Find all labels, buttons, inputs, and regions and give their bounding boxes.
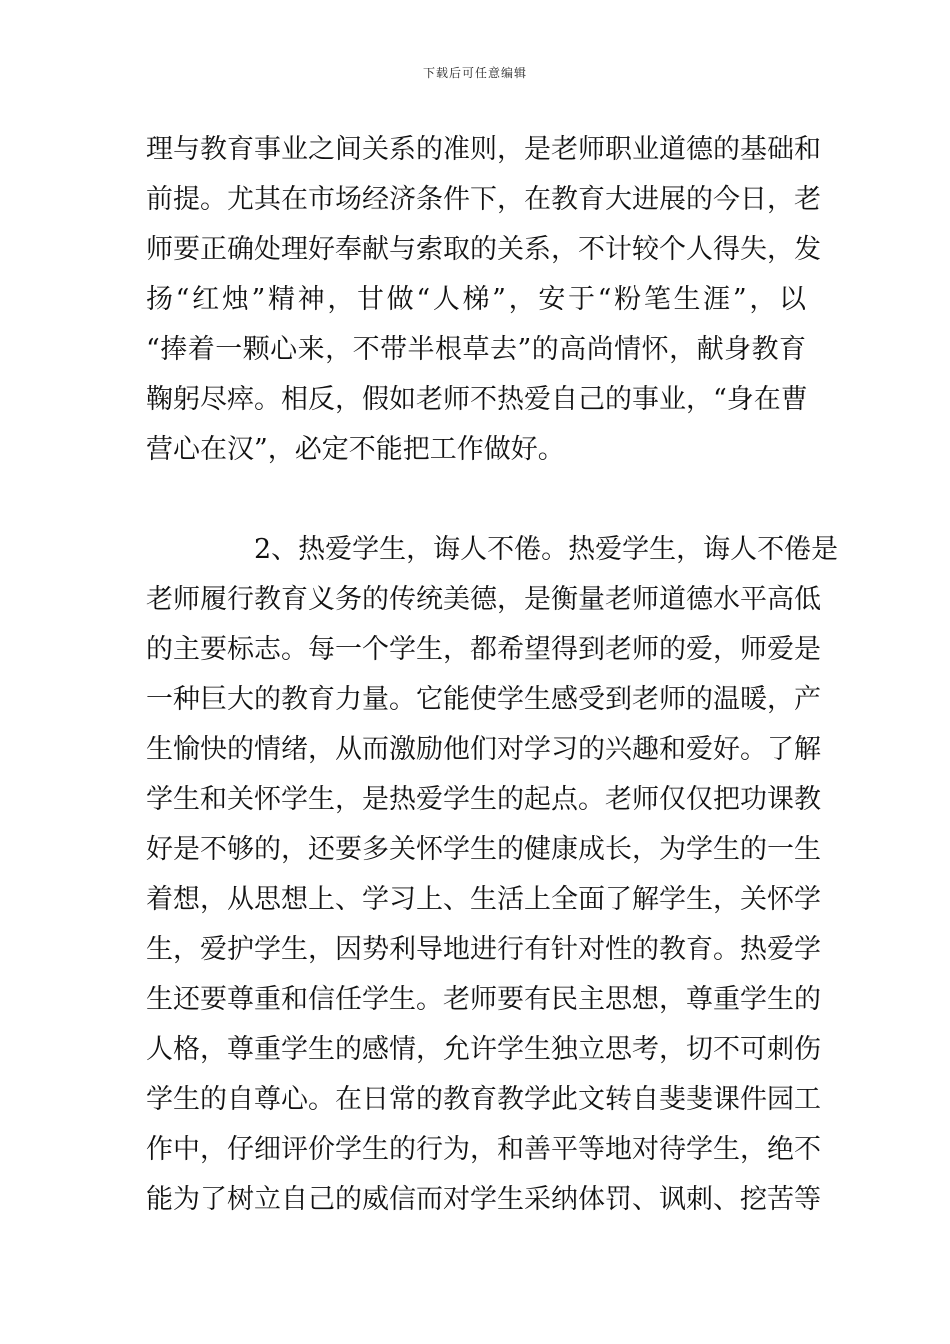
paragraph-2 [146, 525, 839, 1225]
text-line: 前提。尤其在市场经济条件下，在教育大进展的今日，老 [146, 184, 821, 215]
text-line: 理与教育事业之间关系的准则，是老师职业道德的基础和 [146, 134, 821, 165]
text-line: 好是不够的，还要多关怀学生的健康成长，为学生的一生 [146, 834, 821, 865]
text-line: 扬“红烛”精神，甘做“人梯”，安于“粉笔生涯”，以 [146, 284, 806, 315]
page-header: 下载后可任意编辑 [422, 66, 527, 80]
text-line: 师要正确处理好奉献与索取的关系，不计较个人得失，发 [146, 234, 821, 265]
text-line: 一种巨大的教育力量。它能使学生感受到老师的温暖，产 [146, 684, 821, 715]
text-line: 生还要尊重和信任学生。老师要有民主思想，尊重学生的 [146, 984, 821, 1015]
text-line: 着想，从思想上、学习上、生活上全面了解学生，关怀学 [146, 884, 821, 915]
text-line: 鞠躬尽瘁。相反，假如老师不热爱自己的事业，“身在曹 [146, 384, 808, 415]
text-line: 生愉快的情绪，从而激励他们对学习的兴趣和爱好。了解 [146, 734, 821, 765]
text-line: 的主要标志。每一个学生，都希望得到老师的爱，师爱是 [146, 634, 821, 665]
text-line: 2、热爱学生，诲人不倦。热爱学生，诲人不倦是 [254, 534, 839, 565]
text-line: 营心在汉”，必定不能把工作做好。 [146, 434, 565, 465]
text-line: 作中，仔细评价学生的行为，和善平等地对待学生，绝不 [146, 1134, 821, 1165]
text-line: 学生的自尊心。在日常的教育教学此文转自斐斐课件园工 [146, 1084, 821, 1115]
text-line: “捧着一颗心来，不带半根草去”的高尚情怀，献身教育 [146, 334, 806, 365]
text-line: 老师履行教育义务的传统美德，是衡量老师道德水平高低 [146, 584, 821, 615]
text-line: 生，爱护学生，因势利导地进行有针对性的教育。热爱学 [146, 934, 821, 965]
text-line: 能为了树立自己的威信而对学生采纳体罚、讽刺、挖苦等 [146, 1184, 821, 1215]
text-line: 学生和关怀学生，是热爱学生的起点。老师仅仅把功课教 [146, 784, 821, 815]
text-line: 人格，尊重学生的感情，允许学生独立思考，切不可刺伤 [146, 1034, 821, 1065]
paragraph-1 [146, 125, 821, 475]
